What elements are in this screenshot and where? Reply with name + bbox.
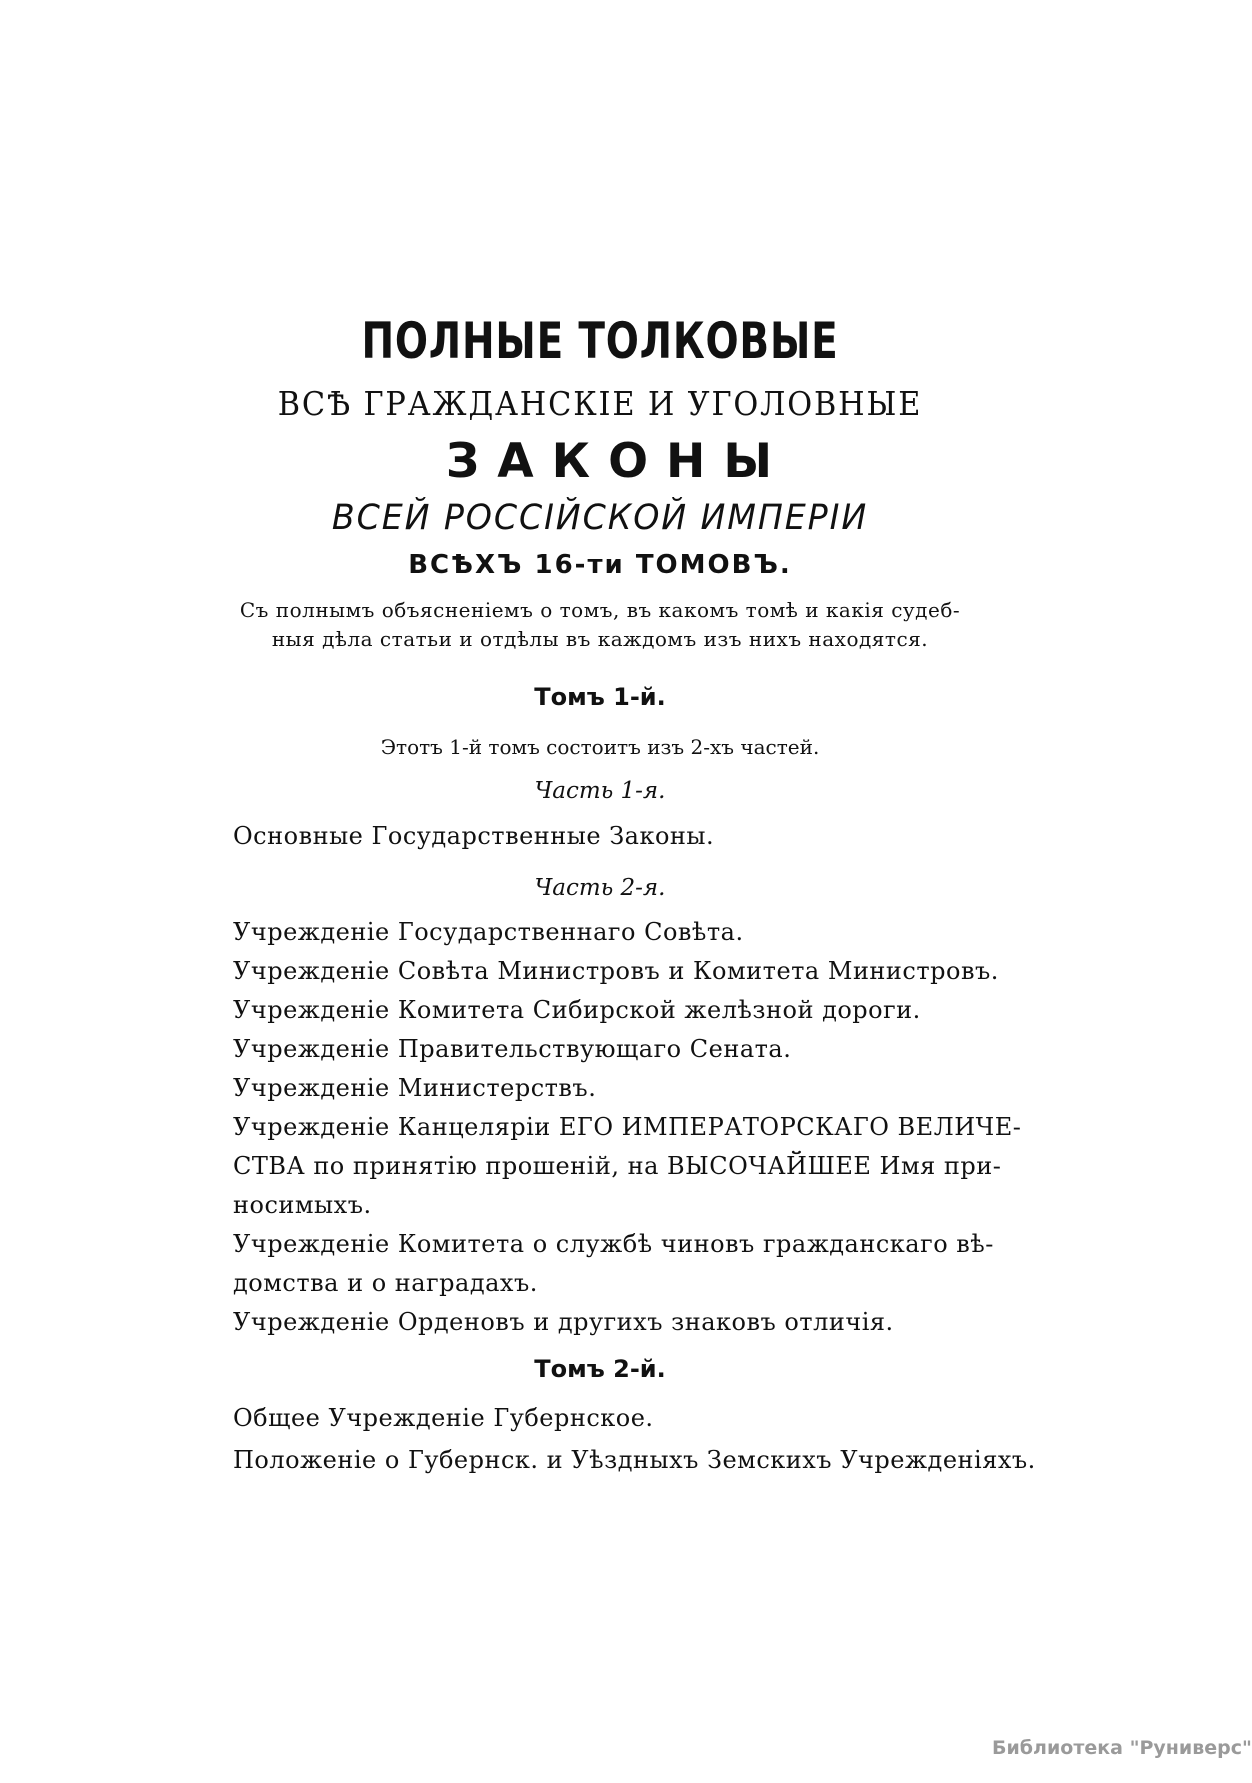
subtitle-empire: ВСЕЙ РОССІЙСКОЙ ИМПЕРІИ [331, 498, 869, 538]
volume-2-heading: Томъ 2-й. [534, 1355, 666, 1383]
part-2-item: Учрежденіе Комитета Сибирской желѣзной дороги. [233, 996, 921, 1024]
volume-1-heading: Томъ 1-й. [534, 683, 666, 711]
description-line-1: Съ полнымъ объясненіемъ о томъ, въ какомъ томѣ и какія судеб- [239, 598, 961, 622]
subtitle-laws-type: ВСѢ ГРАЖДАНСКІЕ И УГОЛОВНЫЕ [277, 384, 923, 423]
main-title: ПОЛНЫЕ ТОЛКОВЫЕ [361, 312, 839, 370]
part-2-item: Учрежденіе Министерствъ. [233, 1074, 597, 1102]
part-2-item: Учрежденіе Государственнаго Совѣта. [233, 918, 744, 946]
part-2-heading: Часть 2-я. [534, 875, 666, 901]
subtitle-zakony: ЗАКОНЫ [445, 434, 791, 489]
volume-2-item: Общее Учрежденіе Губернское. [233, 1404, 654, 1432]
part-1-item: Основные Государственные Законы. [233, 822, 715, 850]
part-1-heading: Часть 1-я. [534, 778, 666, 804]
part-2-item: Учрежденіе Совѣта Министровъ и Комитета Министровъ. [233, 957, 999, 985]
part-2-item-continued: домства и о наградахъ. [233, 1269, 538, 1297]
part-2-item: Учрежденіе Канцеляріи ЕГО ИМПЕРАТОРСКАГО ВЕЛИЧЕ- [233, 1113, 1022, 1141]
part-2-item: Учрежденіе Орденовъ и другихъ знаковъ отличія. [233, 1308, 894, 1336]
part-2-item: Учрежденіе Комитета о службѣ чиновъ гражданскаго вѣ- [233, 1230, 994, 1258]
part-2-item-continued: носимыхъ. [233, 1191, 372, 1219]
part-2-item: Учрежденіе Правительствующаго Сената. [233, 1035, 792, 1063]
volume-1-intro: Этотъ 1-й томъ состоитъ изъ 2-хъ частей. [380, 735, 820, 759]
part-2-item-continued: СТВА по принятію прошеній, на ВЫСОЧАЙШЕЕ Имя при- [233, 1152, 1002, 1180]
library-watermark: Библиотека "Руниверс" [992, 1737, 1252, 1759]
volume-2-item: Положеніе о Губернск. и Уѣздныхъ Земскихъ Учрежденіяхъ. [233, 1446, 1036, 1474]
subtitle-volumes: ВСѢХЪ 16-ти ТОМОВЪ. [408, 550, 792, 580]
description-line-2: ныя дѣла статьи и отдѣлы въ каждомъ изъ нихъ находятся. [271, 627, 929, 651]
